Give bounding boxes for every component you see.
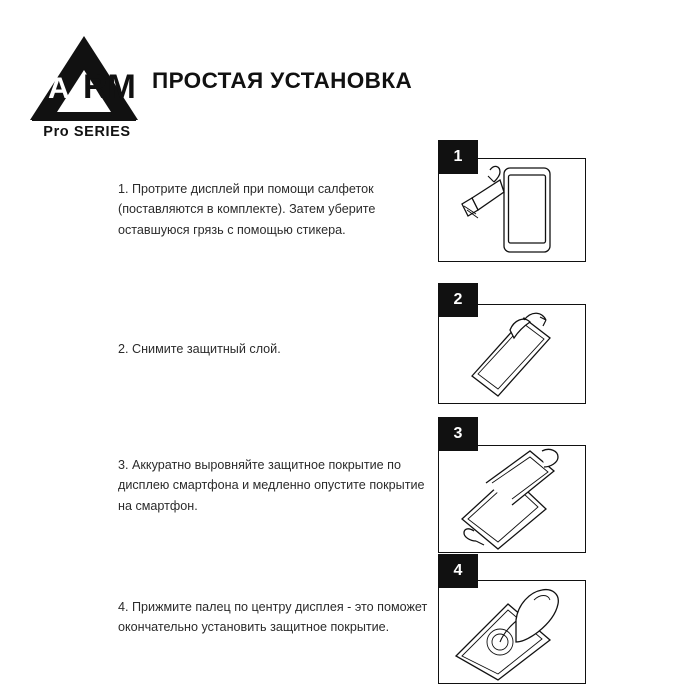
logo-letters-rm: RM <box>83 68 136 106</box>
step-1-number-badge: 1 <box>438 140 478 174</box>
step-2-illustration-card <box>438 304 586 404</box>
step-4-number-badge: 4 <box>438 554 478 588</box>
step-2-number-badge: 2 <box>438 283 478 317</box>
page-title: ПРОСТАЯ УСТАНОВКА <box>152 68 413 93</box>
step-3-illustration-card <box>438 445 586 553</box>
step-4-text: 4. Прижмите палец по центру дисплея - это поможет окончательно установить защитное покрытие. <box>118 600 428 635</box>
logo-tagline: Pro SERIES <box>43 124 131 140</box>
step-4-illustration-card <box>438 580 586 684</box>
logo-divider <box>32 118 136 121</box>
step-1-text: 1. Протрите дисплей при помощи салфеток (поставляются в комплекте). Затем уберите оставшуюся грязь с помощью стикера. <box>118 182 376 237</box>
logo-letter-a: A <box>48 72 70 105</box>
brand-logo <box>30 36 138 144</box>
step-3-text: 3. Аккуратно выровняйте защитное покрытие по дисплею смартфона и медленно опустите покрытие на смартфон. <box>118 458 425 513</box>
step-2-text: 2. Снимите защитный слой. <box>118 342 281 356</box>
step-3-number-badge: 3 <box>438 417 478 451</box>
